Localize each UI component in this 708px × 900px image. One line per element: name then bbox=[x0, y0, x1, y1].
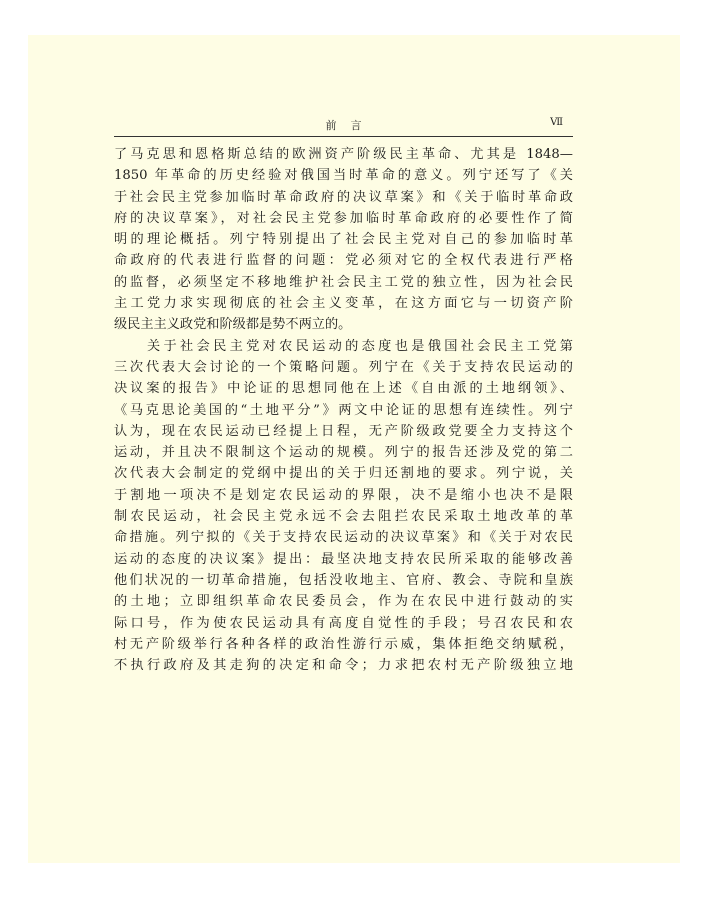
text-line: 级民主主义政党和阶级都是势不两立的。 bbox=[114, 317, 352, 333]
text-line: 了马克思和恩格斯总结的欧洲资产阶级民主革命、尤其是 1848— bbox=[114, 147, 573, 162]
text-line: 决议案的报告》中论证的思想同他在上述《自由派的土地纲领》、 bbox=[114, 381, 573, 397]
text-line: 认为，现在农民运动已经提上日程，无产阶级政党要全力支持这个 bbox=[114, 423, 573, 439]
text-line: 关于社会民主党对农民运动的态度也是俄国社会民主工党第 bbox=[114, 338, 573, 354]
text-line: 运动，并且决不限制这个运动的规模。列宁的报告还涉及党的第二 bbox=[114, 445, 573, 461]
text-line: 命措施。列宁拟的《关于支持农民运动的决议草案》和《关于对农民 bbox=[114, 530, 573, 546]
text-line: 府的决议草案》，对社会民主党参加临时革命政府的必要性作了简 bbox=[114, 210, 573, 226]
text-line: 命政府的代表进行监督的问题：党必须对它的全权代表进行严格 bbox=[114, 253, 573, 269]
text-line: 于割地一项决不是划定农民运动的界限，决不是缩小也决不是限 bbox=[114, 487, 573, 503]
text-line: 村无产阶级举行各种各样的政治性游行示威，集体拒绝交纳赋税， bbox=[114, 636, 573, 652]
text-line: 《马克思论美国的“土地平分”》两文中论证的思想有连续性。列宁 bbox=[114, 402, 573, 418]
page-number: Ⅶ bbox=[550, 117, 563, 128]
text-line: 不执行政府及其走狗的决定和命令；力求把农村无产阶级独立地 bbox=[114, 658, 573, 674]
text-line: 三次代表大会讨论的一个策略问题。列宁在《关于支持农民运动的 bbox=[114, 359, 573, 375]
text-line: 1850 年革命的历史经验对俄国当时革命的意义。列宁还写了《关 bbox=[114, 168, 573, 184]
text-line: 制农民运动，社会民主党永远不会去阻拦农民采取土地改革的革 bbox=[114, 509, 573, 525]
text-line: 明的理论概括。列宁特别提出了社会民主党对自己的参加临时革 bbox=[114, 232, 573, 248]
text-line: 的土地；立即组织革命农民委员会，作为在农民中进行鼓动的实 bbox=[114, 594, 573, 610]
header-title: 前言 bbox=[325, 119, 376, 132]
running-header bbox=[114, 114, 573, 137]
text-line: 的监督，必须坚定不移地维护社会民主工党的独立性，因为社会民 bbox=[114, 274, 573, 290]
text-line: 运动的态度的决议案》提出：最坚决地支持农民所采取的能够改善 bbox=[114, 551, 573, 567]
text-line: 次代表大会制定的党纲中提出的关于归还割地的要求。列宁说，关 bbox=[114, 466, 573, 482]
text-line: 他们状况的一切革命措施，包括没收地主、官府、教会、寺院和皇族 bbox=[114, 572, 573, 588]
text-line: 于社会民主党参加临时革命政府的决议草案》和《关于临时革命政 bbox=[114, 189, 573, 205]
text-line: 际口号，作为使农民运动具有高度自觉性的手段；号召农民和农 bbox=[114, 615, 573, 631]
text-line: 主工党力求实现彻底的社会主义变革，在这方面它与一切资产阶 bbox=[114, 296, 573, 312]
body-text bbox=[114, 144, 573, 676]
